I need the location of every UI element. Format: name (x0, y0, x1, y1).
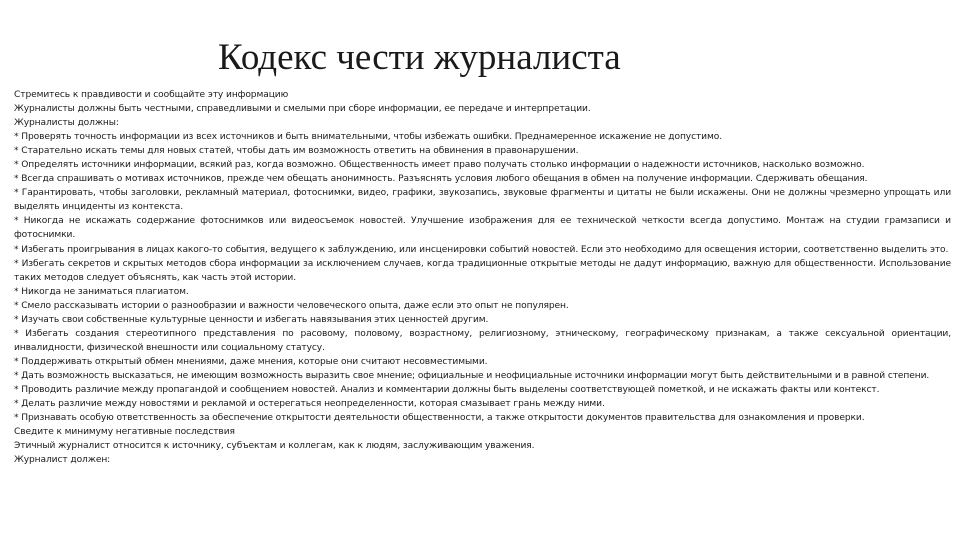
text-line: * Определять источники информации, всякий раз, когда возможно. Общественность имеет право получать столько информации о надежности источников, насколько возможно. (14, 160, 865, 171)
text-line: Этичный журналист относится к источнику, субъектам и коллегам, как к людям, заслуживающим уважения. (14, 441, 535, 452)
slide-title: Кодекс чести журналиста (218, 37, 621, 78)
text-line: Сведите к минимуму негативные последствия (14, 427, 235, 438)
text-line: * Поддерживать открытый обмен мнениями, даже мнения, которые они считают несовместимыми. (14, 356, 488, 367)
text-line: * Избегать проигрывания в лицах какого-то события, ведущего к заблуждению, или инсценировки событий новостей. Если это необходимо для освещения истории, соответственно выделить это. (14, 244, 949, 255)
slide-body-text (14, 88, 951, 467)
text-line: Стремитесь к правдивости и сообщайте эту информацию (14, 90, 289, 100)
text-line: * Признавать особую ответственность за обеспечение открытости деятельности общественности, а также открытости документов правительства для ознакомления и проверки. (14, 413, 865, 424)
text-line: * Никогда не искажать содержание фотоснимков или видеосъемок новостей. Улучшение изображения для ее технической четкости всегда допустимо. Монтаж на студии грамзаписи и фотоснимки. (14, 216, 951, 241)
text-line: * Смело рассказывать истории о разнообразии и важности человеческого опыта, даже если это опыт не популярен. (14, 300, 569, 311)
text-line: * Никогда не заниматься плагиатом. (14, 286, 189, 297)
text-line: Журналист должен: (14, 455, 111, 466)
text-line: * Всегда спрашивать о мотивах источников, прежде чем обещать анонимность. Разъяснять условия любого обещания в обмен на получение информации. Сдерживать обещания. (14, 174, 868, 185)
text-line: * Изучать свои собственные культурные ценности и избегать навязывания этих ценностей другим. (14, 314, 489, 325)
text-line: Журналисты должны: (14, 118, 119, 129)
text-line: * Проверять точность информации из всех источников и быть внимательными, чтобы избежать ошибки. Преднамеренное искажение не допустимо. (14, 132, 723, 143)
text-line: * Старательно искать темы для новых статей, чтобы дать им возможность ответить на обвинения в правонарушении. (14, 146, 579, 157)
text-line: Журналисты должны быть честными, справедливыми и смелыми при сборе информации, ее передаче и интерпретации. (14, 104, 591, 115)
text-line: * Избегать создания стереотипного представления по расовому, половому, возрастному, религиозному, этническому, географическому признакам, а также сексуальной ориентации, инвалидности, физической внешности или социальному статусу. (14, 328, 951, 353)
text-line: * Избегать секретов и скрытых методов сбора информации за исключением случаев, когда традиционные открытые методы не дадут информацию, важную для общественности. Использование таких методов следует объяснять, как часть этой истории. (14, 258, 951, 283)
text-line: * Гарантировать, чтобы заголовки, рекламный материал, фотоснимки, видео, графики, звукозапись, звуковые фрагменты и цитаты не были искажены. Они не должны чрезмерно упрощать или выделять инциденты из контекста. (14, 188, 951, 213)
text-line: * Дать возможность высказаться, не имеющим возможность выразить свое мнение; официальные и неофициальные источники информации могут быть действительными и в равной степени. (14, 370, 930, 381)
text-line: * Проводить различие между пропагандой и сообщением новостей. Анализ и комментарии должны быть выделены соответствующей пометкой, и не искажать факты или контекст. (14, 384, 880, 395)
text-line: * Делать различие между новостями и рекламой и остерегаться неопределенности, которая смазывает грань между ними. (14, 399, 605, 410)
